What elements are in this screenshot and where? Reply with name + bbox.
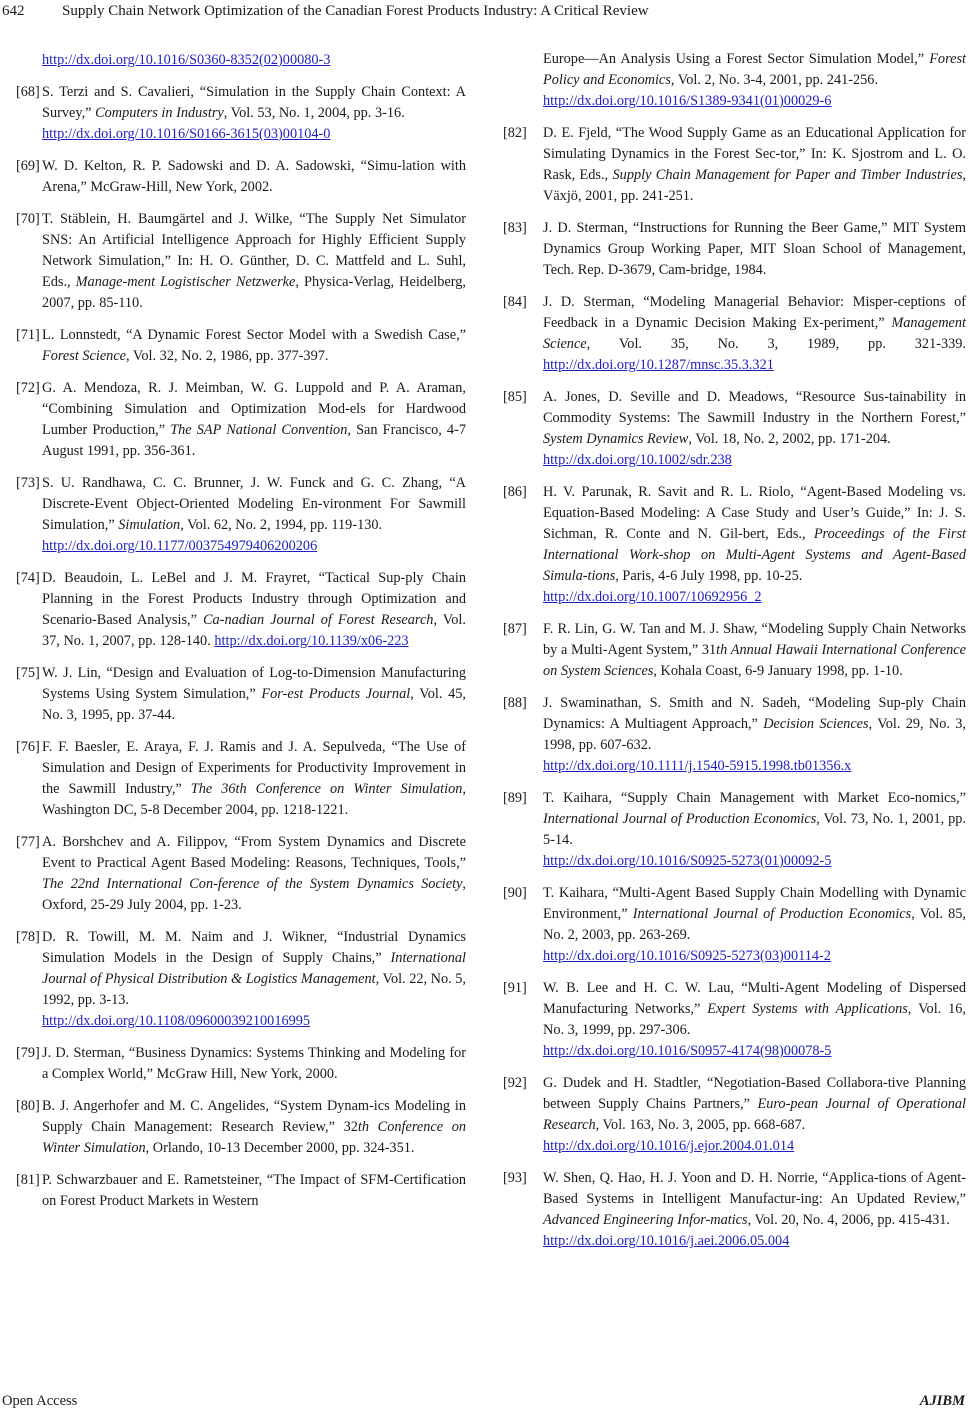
reference-number: [76] [16, 739, 40, 755]
reference-source-italic: The 36th Conference on Winter Simulation [190, 781, 463, 797]
reference-source-italic: th Conference on Winter Simulation [42, 1119, 467, 1156]
reference-text: , Vol. 20, No. 4, 2006, pp. 415-431. [747, 1212, 951, 1228]
reference-item [503, 49, 966, 112]
reference-number: [69] [16, 158, 40, 174]
reference-text: , Vol. 29, No. 3, 1998, pp. 607-632. [543, 716, 966, 753]
reference-text: , Vol. 2, No. 3-4, 2001, pp. 241-256. [670, 72, 879, 88]
reference-text: , Vol. 32, No. 2, 1986, pp. 377-397. [126, 348, 329, 364]
reference-text: J. Swaminathan, S. Smith and N. Sadeh, “Modeling Sup-ply Chain Dynamics: A Multiagent Approach,” [543, 695, 966, 732]
running-title: Supply Chain Network Optimization of the Canadian Forest Products Industry: A Critical Review [62, 3, 649, 19]
reference-number: [86] [503, 484, 527, 500]
reference-source-italic: Forest Policy and Economics [543, 51, 966, 88]
reference-item [16, 82, 466, 145]
reference-item [503, 482, 966, 608]
reference-item [503, 693, 966, 777]
doi-link[interactable]: http://dx.doi.org/10.1016/S0925-5273(03)00114-2 [543, 948, 831, 964]
reference-number: [82] [503, 125, 527, 141]
reference-item [16, 927, 466, 1032]
doi-link[interactable]: http://dx.doi.org/10.1287/mnsc.35.3.321 [543, 357, 774, 373]
reference-item [16, 209, 466, 314]
reference-item [16, 473, 466, 557]
reference-item [16, 1043, 466, 1085]
reference-item [503, 883, 966, 967]
reference-source-italic: Forest Science [42, 348, 127, 364]
reference-number: [89] [503, 790, 527, 806]
reference-source-italic: Simulation [118, 517, 181, 533]
reference-item [16, 50, 466, 71]
reference-item [503, 978, 966, 1062]
reference-text: F. R. Lin, G. W. Tan and M. J. Shaw, “Modeling Supply Chain Networks by a Multi-Agent System,” 31 [543, 621, 966, 658]
doi-link[interactable]: http://dx.doi.org/10.1016/S0957-4174(98)00078-5 [543, 1043, 832, 1059]
reference-text: A. Borshchev and A. Filippov, “From System Dynamics and Discrete Event to Practical Agent Based Modeling: Reasons, Techniques, Tools,” [42, 834, 466, 871]
reference-source-italic: Advanced Engineering Infor-matics [543, 1212, 748, 1228]
reference-text: J. D. Sterman, “Modeling Managerial Behavior: Misper-ceptions of Feedback in a Dynamic Decision Making Ex-periment,” [543, 294, 966, 331]
reference-source-italic: Management Science [543, 315, 966, 352]
reference-text: W. J. Lin, “Design and Evaluation of Log-to-Dimension Manufacturing Systems Using System Simulation,” [42, 665, 466, 702]
reference-source-italic: The 22nd International Con-ference of the System Dynamics Society [42, 876, 463, 892]
reference-text: S. Terzi and S. Cavalieri, “Simulation in the Supply Chain Context: A Survey,” [42, 84, 466, 121]
reference-number: [72] [16, 380, 40, 396]
reference-text: , San Francisco, 4-7 August 1991, pp. 356-361. [42, 422, 466, 459]
reference-text: J. D. Sterman, “Business Dynamics: Systems Thinking and Modeling for a Complex World,” McGraw Hill, New York, 2000. [42, 1045, 466, 1082]
reference-text: F. F. Baesler, E. Araya, F. J. Ramis and J. A. Sepulveda, “The Use of Simulation and Design of Experiments for Productivity Improvement in the Sawmill Industry,” [42, 739, 466, 797]
reference-item [16, 568, 466, 652]
reference-number: [74] [16, 570, 40, 586]
reference-text: S. U. Randhawa, C. C. Brunner, J. W. Funck and G. C. Zhang, “A Discrete-Event Object-Oriented Modeling En-vironment For Sawmill Simulation,” [42, 475, 466, 533]
reference-number: [71] [16, 327, 40, 343]
reference-text: , Vol. 45, No. 3, 1995, pp. 37-44. [42, 686, 466, 723]
reference-text: , Vol. 85, No. 2, 2003, pp. 263-269. [543, 906, 966, 943]
reference-source-italic: The SAP National Convention [170, 422, 348, 438]
reference-text: Europe—An Analysis Using a Forest Sector Simulation Model,” [543, 51, 930, 67]
reference-number: [92] [503, 1075, 527, 1091]
reference-text: , Physica-Verlag, Heidelberg, 2007, pp. 85-110. [42, 274, 466, 311]
reference-text: , Washington DC, 5-8 December 2004, pp. 1218-1221. [42, 781, 466, 818]
open-access-label: Open Access [2, 1393, 78, 1409]
reference-source-italic: Computers in Industry [95, 105, 224, 121]
reference-text: L. Lonnstedt, “A Dynamic Forest Sector Model with a Swedish Case,” [42, 327, 466, 343]
reference-text: , Vol. 37, No. 1, 2007, pp. 128-140. [42, 612, 466, 649]
reference-number: [79] [16, 1045, 40, 1061]
reference-item [503, 788, 966, 872]
reference-list-right [503, 49, 966, 1263]
reference-source-italic: Expert Systems with Applications [707, 1001, 908, 1017]
reference-number: [88] [503, 695, 527, 711]
reference-number: [80] [16, 1098, 40, 1114]
reference-number: [70] [16, 211, 40, 227]
reference-number: [77] [16, 834, 40, 850]
reference-item [16, 663, 466, 726]
reference-item [16, 325, 466, 367]
doi-link[interactable]: http://dx.doi.org/10.1016/S0166-3615(03)00104-0 [42, 126, 331, 142]
reference-source-italic: Proceedings of the First International Work-shop on Multi-Agent Systems and Agent-Based Simula-tions [543, 526, 966, 584]
reference-source-italic: International Journal of Physical Distribution & Logistics Management [42, 950, 466, 987]
doi-link[interactable]: http://dx.doi.org/10.1016/S0360-8352(02)00080-3 [42, 52, 331, 68]
reference-item [16, 832, 466, 916]
doi-link[interactable]: http://dx.doi.org/10.1002/sdr.238 [543, 452, 732, 468]
page-number: 642 [2, 3, 25, 19]
reference-source-italic: Ca-nadian Journal of Forest Research [203, 612, 434, 628]
doi-link[interactable]: http://dx.doi.org/10.1007/10692956_2 [543, 589, 762, 605]
reference-text: , Vol. 18, No. 2, 2002, pp. 171-204. [688, 431, 891, 447]
reference-number: [91] [503, 980, 527, 996]
reference-text: , Vol. 73, No. 1, 2001, pp. 5-14. [543, 811, 966, 848]
reference-item [16, 1096, 466, 1159]
reference-text: , Vol. 62, No. 2, 1994, pp. 119-130. [180, 517, 383, 533]
reference-source-italic: International Journal of Production Economics [632, 906, 912, 922]
reference-list-left [16, 50, 466, 1223]
reference-number: [85] [503, 389, 527, 405]
reference-text: T. Kaihara, “Supply Chain Management with Market Eco-nomics,” [543, 790, 966, 806]
reference-number: [87] [503, 621, 527, 637]
reference-text: G. A. Mendoza, R. J. Meimban, W. G. Luppold and P. A. Araman, “Combining Simulation and Optimization Mod-els for Hardwood Lumber Production,” [42, 380, 466, 438]
reference-text: , Växjö, 2001, pp. 241-251. [543, 167, 966, 204]
reference-number: [81] [16, 1172, 40, 1188]
doi-link[interactable]: http://dx.doi.org/10.1016/S1389-9341(01)00029-6 [543, 93, 832, 109]
reference-text: , Oxford, 25-29 July 2004, pp. 1-23. [42, 876, 466, 913]
reference-text: T. Stäblein, H. Baumgärtel and J. Wilke, “The Supply Net Simulator SNS: An Artificial Intelligence Approach for Highly Efficient Supply Network Simulation,” In: H. O. Günther, D. C. Mattfeld and L. Suhl, Eds., [42, 211, 466, 290]
reference-number: [90] [503, 885, 527, 901]
reference-item [16, 156, 466, 198]
reference-source-italic: Manage-ment Logistischer Netzwerke [75, 274, 296, 290]
reference-item [503, 218, 966, 281]
reference-text: H. V. Parunak, R. Savit and R. L. Riolo, “Agent-Based Modeling vs. Equation-Based Modeling: A Case Study and User’s Guide,” In: J. S. Sichman, R. Conte and N. Gil-bert, Eds., [543, 484, 966, 542]
doi-link[interactable]: http://dx.doi.org/10.1016/j.aei.2006.05.004 [543, 1233, 790, 1249]
reference-text: , Kohala Coast, 6-9 January 1998, pp. 1-10. [653, 663, 903, 679]
doi-link[interactable]: http://dx.doi.org/10.1139/x06-223 [214, 633, 409, 649]
reference-source-italic: th Annual Hawaii International Conference on System Sciences [543, 642, 966, 679]
doi-link[interactable]: http://dx.doi.org/10.1111/j.1540-5915.1998.tb01356.x [543, 758, 852, 774]
reference-item [503, 123, 966, 207]
reference-number: [84] [503, 294, 527, 310]
reference-source-italic: Supply Chain Management for Paper and Timber Industries [612, 167, 963, 183]
reference-text: D. E. Fjeld, “The Wood Supply Game as an Educational Application for Simulating Dynamics in the Forest Sec-tor,” In: K. Sjostrom and L. O. Rask, Eds., [543, 125, 966, 183]
reference-text: , Paris, 4-6 July 1998, pp. 10-25. [615, 568, 803, 584]
reference-source-italic: Euro-pean Journal of Operational Research [543, 1096, 966, 1133]
reference-text: W. B. Lee and H. C. W. Lau, “Multi-Agent Modeling of Dispersed Manufacturing Networks,” [543, 980, 966, 1017]
reference-item [503, 1168, 966, 1252]
reference-source-italic: International Journal of Production Economics [543, 811, 817, 827]
reference-item [503, 619, 966, 682]
doi-link[interactable]: http://dx.doi.org/10.1177/003754979406200206 [42, 538, 318, 554]
doi-link[interactable]: http://dx.doi.org/10.1016/S0925-5273(01)00092-5 [543, 853, 832, 869]
reference-text: W. Shen, Q. Hao, H. J. Yoon and D. H. Norrie, “Applica-tions of Agent-Based Systems in Intelligent Manufactur-ing: An Updated Review,” [543, 1170, 966, 1207]
reference-number: [73] [16, 475, 40, 491]
reference-text: B. J. Angerhofer and M. C. Angelides, “System Dynam-ics Modeling in Supply Chain Management: Research Review,” 32 [42, 1098, 466, 1135]
reference-source-italic: For-est Products Journal [261, 686, 411, 702]
reference-text: G. Dudek and H. Stadtler, “Negotiation-Based Collabora-tive Planning between Supply Chains Partners,” [543, 1075, 966, 1112]
reference-number: [83] [503, 220, 527, 236]
reference-item [503, 292, 966, 376]
reference-text: , Vol. 22, No. 5, 1992, pp. 3-13. [42, 971, 467, 1008]
reference-text: , Vol. 163, No. 3, 2005, pp. 668-687. [595, 1117, 806, 1133]
reference-text: T. Kaihara, “Multi-Agent Based Supply Chain Modelling with Dynamic Environment,” [543, 885, 966, 922]
reference-number: [75] [16, 665, 40, 681]
reference-text: , Vol. 16, No. 3, 1999, pp. 297-306. [543, 1001, 966, 1038]
reference-text: A. Jones, D. Seville and D. Meadows, “Resource Sus-tainability in Commodity Systems: The Sawmill Industry in the Northern Forest,” [543, 389, 966, 426]
reference-source-italic: System Dynamics Review [543, 431, 689, 447]
reference-number: [68] [16, 84, 40, 100]
reference-item [16, 737, 466, 821]
reference-item [503, 387, 966, 471]
doi-link[interactable]: http://dx.doi.org/10.1108/09600039210016995 [42, 1013, 311, 1029]
reference-text: D. R. Towill, M. M. Naim and J. Wikner, “Industrial Dynamics Simulation Models in the Design of Supply Chains,” [42, 929, 466, 966]
reference-text: , Orlando, 10-13 December 2000, pp. 324-351. [145, 1140, 415, 1156]
reference-text: , Vol. 53, No. 1, 2004, pp. 3-16. [223, 105, 405, 121]
reference-text: W. D. Kelton, R. P. Sadowski and D. A. Sadowski, “Simu-lation with Arena,” McGraw-Hill, New York, 2002. [42, 158, 466, 195]
reference-text: D. Beaudoin, L. LeBel and J. M. Frayret, “Tactical Sup-ply Chain Planning in the Forest Products Industry through Optimization and Scenario-Based Analysis,” [42, 570, 466, 628]
reference-number: [93] [503, 1170, 527, 1186]
journal-abbreviation: AJIBM [919, 1393, 965, 1409]
page-footer [2, 1392, 965, 1412]
reference-text: , Vol. 35, No. 3, 1989, pp. 321-339. [586, 336, 966, 352]
reference-text: P. Schwarzbauer and E. Rametsteiner, “The Impact of SFM-Certification on Forest Product Markets in Western [42, 1172, 466, 1209]
reference-number: [78] [16, 929, 40, 945]
reference-text: J. D. Sterman, “Instructions for Running the Beer Game,” MIT System Dynamics Group Working Paper, MIT Sloan School of Management, Tech. Rep. D-3679, Cam-bridge, 1984. [543, 220, 966, 278]
doi-link[interactable]: http://dx.doi.org/10.1016/j.ejor.2004.01.014 [543, 1138, 795, 1154]
reference-item [16, 378, 466, 462]
reference-item [503, 1073, 966, 1157]
reference-source-italic: Decision Sciences [763, 716, 869, 732]
reference-item [16, 1170, 466, 1212]
page-header [2, 0, 965, 22]
